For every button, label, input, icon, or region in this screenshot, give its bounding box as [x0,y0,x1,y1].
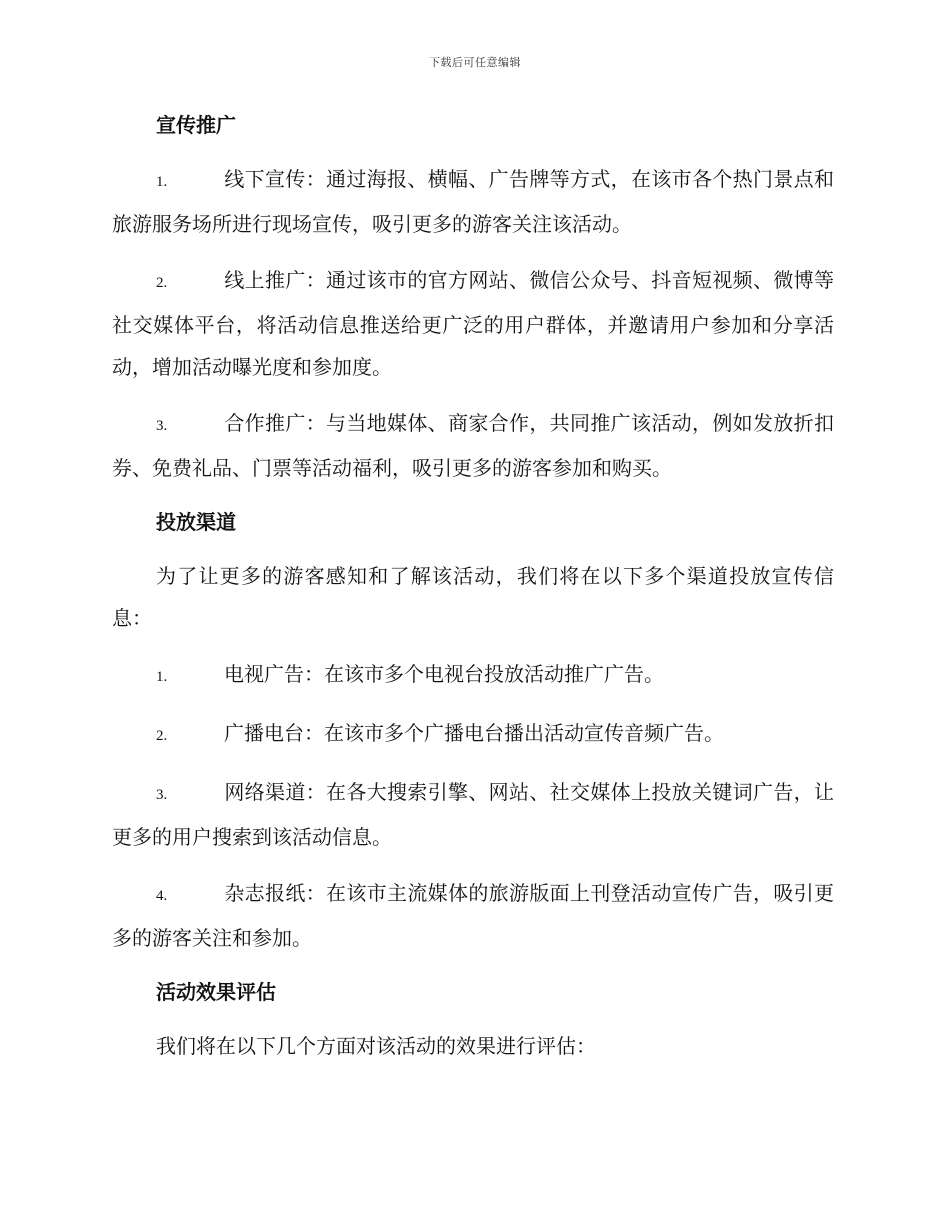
section-intro-channels: 为了让更多的游客感知和了解该活动，我们将在以下多个渠道投放宣传信息： [112,564,834,630]
page-header: 下载后可任意编辑 [429,56,521,69]
document-body [112,104,834,1067]
list-item-number: 2. [156,275,168,291]
section-heading-evaluation: 活动效果评估 [156,980,276,1004]
list-item-text: 合作推广：与当地媒体、商家合作，共同推广该活动，例如发放折扣券、免费礼品、门票等活动福利，吸引更多的游客参加和购买。 [112,411,834,480]
list-item-text: 广播电台：在该市多个广播电台播出活动宣传音频广告。 [224,721,724,745]
list-item [112,402,834,489]
list-item-text: 网络渠道：在各大搜索引擎、网站、社交媒体上投放关键词广告，让更多的用户搜索到该活动信息。 [112,780,834,849]
list-item-number: 1. [156,174,168,190]
list-item [112,712,834,757]
list-item [112,653,834,698]
section-intro-evaluation: 我们将在以下几个方面对该活动的效果进行评估： [156,1034,596,1058]
list-item [112,771,834,858]
list-item-number: 1. [156,669,168,685]
list-item-text: 杂志报纸：在该市主流媒体的旅游版面上刊登活动宣传广告，吸引更多的游客关注和参加。 [112,881,834,950]
list-item [112,158,834,245]
list-item-text: 线下宣传：通过海报、横幅、广告牌等方式，在该市各个热门景点和旅游服务场所进行现场宣传，吸引更多的游客关注该活动。 [112,167,834,236]
section-heading-channels: 投放渠道 [156,510,236,534]
list-item-number: 2. [156,728,168,744]
list-item-number: 3. [156,418,168,434]
list-item-text: 电视广告：在该市多个电视台投放活动推广广告。 [224,662,664,686]
list-item-number: 4. [156,888,168,904]
list-item [112,259,834,388]
list-item-text: 线上推广：通过该市的官方网站、微信公众号、抖音短视频、微博等社交媒体平台，将活动信息推送给更广泛的用户群体，并邀请用户参加和分享活动，增加活动曝光度和参加度。 [112,268,834,379]
section-heading-promotion: 宣传推广 [156,113,236,137]
list-item [112,872,834,959]
list-item-number: 3. [156,787,168,803]
